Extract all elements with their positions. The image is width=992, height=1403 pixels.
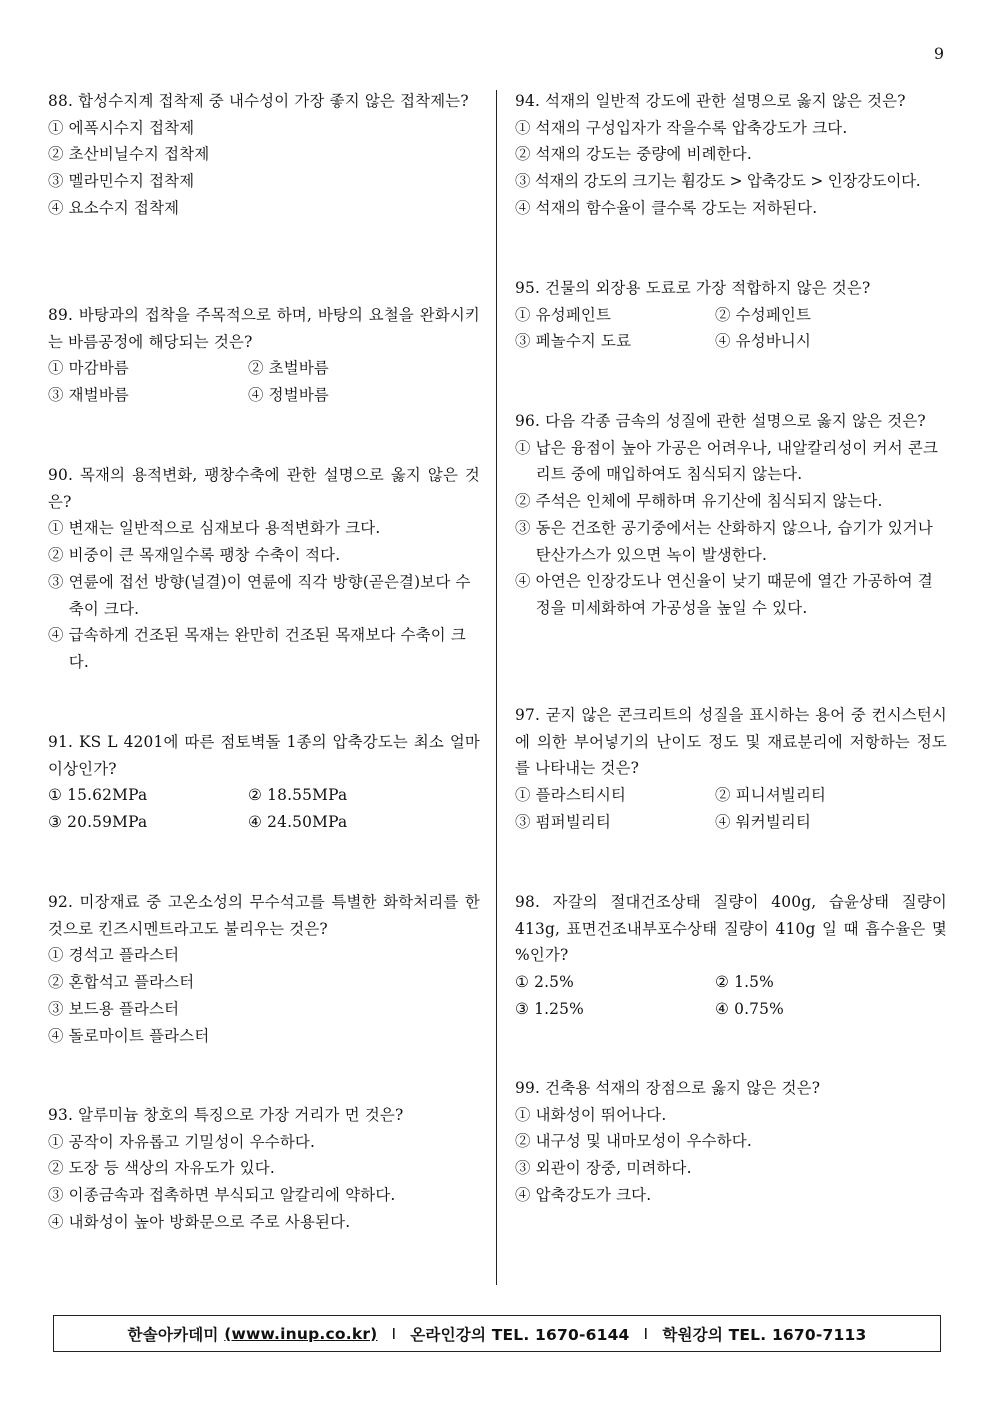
question-94: [515, 88, 947, 222]
option-row: [515, 782, 947, 809]
option-1: ① 2.5%: [515, 973, 574, 992]
option-2: ② 피니셔빌리티: [715, 786, 827, 805]
option-3: ③ 재벌바름: [48, 386, 129, 405]
question-96: [515, 408, 947, 622]
column-divider: [496, 90, 497, 1285]
option-row: [515, 328, 947, 355]
option-row: [48, 782, 480, 809]
option-2: ② 1.5%: [715, 973, 774, 992]
option-3: ③ 1.25%: [515, 999, 584, 1018]
academy-lecture-phone: 학원강의 TEL. 1670-7113: [662, 1325, 867, 1344]
option-1: ① 공작이 자유롭고 기밀성이 우수하다.: [48, 1132, 316, 1151]
question-90: [48, 462, 480, 676]
option-2: ② 비중이 큰 목재일수록 팽창 수축이 적다.: [48, 546, 341, 565]
option-4: ④ 정벌바름: [248, 386, 329, 405]
question-95: [515, 275, 947, 355]
question-99: [515, 1075, 947, 1209]
option-1: ① 경석고 플라스터: [48, 946, 180, 965]
option-2: ② 수성페인트: [715, 305, 812, 324]
option-3: ③ 연륜에 접선 방향(널결)이 연륜에 직각 방향(곧은결)보다 수축이 크다.: [48, 572, 471, 618]
option-4: ④ 24.50MPa: [248, 813, 348, 832]
option-1: ① 내화성이 뛰어나다.: [515, 1105, 667, 1124]
question-92: [48, 889, 480, 1049]
question-91: [48, 729, 480, 836]
option-2: ② 초산비닐수지 접착제: [48, 145, 210, 164]
option-3: ③ 동은 건조한 공기중에서는 산화하지 않으나, 습기가 있거나 탄산가스가 있으면 녹이 발생한다.: [515, 518, 933, 564]
option-2: ② 내구성 및 내마모성이 우수하다.: [515, 1132, 752, 1151]
footer-separator: I: [643, 1324, 649, 1343]
option-3: ③ 페놀수지 도료: [515, 332, 632, 351]
question-98: [515, 889, 947, 1023]
question-88: [48, 88, 480, 222]
page-number: 9: [933, 44, 944, 63]
option-row: [48, 809, 480, 836]
academy-name: 한솔아카데미: [127, 1325, 219, 1344]
option-row: [48, 355, 480, 382]
question-93: [48, 1102, 480, 1236]
option-1: ① 에폭시수지 접착제: [48, 118, 195, 137]
option-3: ③ 석재의 강도의 크기는 휨강도 > 압축강도 > 인장강도이다.: [515, 172, 921, 191]
option-1: ① 유성페인트: [515, 305, 612, 324]
question-stem: 88. 합성수지계 접착제 중 내수성이 가장 좋지 않은 접착제는?: [48, 92, 469, 110]
option-4: ④ 0.75%: [715, 999, 784, 1018]
option-row: [515, 996, 947, 1023]
option-1: ① 변재는 일반적으로 심재보다 용적변화가 크다.: [48, 519, 381, 538]
question-97: [515, 702, 947, 836]
option-2: ② 도장 등 색상의 자유도가 있다.: [48, 1159, 275, 1178]
option-3: ③ 펌퍼빌리티: [515, 812, 612, 831]
option-row: [48, 382, 480, 409]
option-2: ② 석재의 강도는 중량에 비례한다.: [515, 145, 752, 164]
question-stem: 92. 미장재료 중 고온소성의 무수석고를 특별한 화학처리를 한 것으로 킨즈시멘트라고도 불리우는 것은?: [48, 893, 480, 938]
question-stem: 93. 알루미늄 창호의 특징으로 가장 거리가 먼 것은?: [48, 1106, 404, 1124]
option-4: ④ 석재의 함수율이 클수록 강도는 저하된다.: [515, 198, 818, 217]
option-4: ④ 압축강도가 크다.: [515, 1185, 652, 1204]
question-stem: 99. 건축용 석재의 장점으로 옳지 않은 것은?: [515, 1079, 821, 1097]
option-4: ④ 유성바니시: [715, 332, 812, 351]
footer-banner: [53, 1315, 941, 1352]
footer-separator: I: [391, 1324, 397, 1343]
option-2: ② 주석은 인체에 무해하며 유기산에 침식되지 않는다.: [515, 492, 883, 511]
website-link[interactable]: (www.inup.co.kr): [224, 1324, 378, 1343]
option-1: ① 납은 융점이 높아 가공은 어려우나, 내알칼리성이 커서 콘크리트 중에 매입하여도 침식되지 않는다.: [515, 438, 939, 484]
question-stem: 94. 석재의 일반적 강도에 관한 설명으로 옳지 않은 것은?: [515, 92, 906, 110]
option-1: ① 15.62MPa: [48, 786, 148, 805]
option-1: ① 플라스티시티: [515, 786, 627, 805]
question-stem: 98. 자갈의 절대건조상태 질량이 400g, 습윤상태 질량이 413g, 표면건조내부포수상태 질량이 410g 일 때 흡수율은 몇 %인가?: [515, 893, 947, 965]
option-3: ③ 20.59MPa: [48, 813, 148, 832]
option-4: ④ 요소수지 접착제: [48, 198, 180, 217]
option-4: ④ 돌로마이트 플라스터: [48, 1026, 210, 1045]
option-3: ③ 보드용 플라스터: [48, 999, 180, 1018]
option-2: ② 18.55MPa: [248, 786, 348, 805]
question-stem: 97. 굳지 않은 콘크리트의 성질을 표시하는 용어 중 컨시스턴시에 의한 부어넣기의 난이도 정도 및 재료분리에 저항하는 정도를 나타내는 것은?: [515, 706, 947, 778]
question-stem: 90. 목재의 용적변화, 팽창수축에 관한 설명으로 옳지 않은 것은?: [48, 466, 480, 511]
option-3: ③ 이종금속과 접촉하면 부식되고 알칼리에 약하다.: [48, 1186, 396, 1205]
question-stem: 89. 바탕과의 접착을 주목적으로 하며, 바탕의 요철을 완화시키는 바름공정에 해당되는 것은?: [48, 306, 480, 351]
option-3: ③ 외관이 장중, 미려하다.: [515, 1159, 692, 1178]
option-1: ① 석재의 구성입자가 작을수록 압축강도가 크다.: [515, 118, 848, 137]
question-stem: 91. KS L 4201에 따른 점토벽돌 1종의 압축강도는 최소 얼마 이상인가?: [48, 733, 480, 778]
option-4: ④ 아연은 인장강도나 연신율이 낮기 때문에 열간 가공하여 결정을 미세화하여 가공성을 높일 수 있다.: [515, 572, 933, 617]
option-row: [515, 302, 947, 329]
option-row: [515, 809, 947, 836]
question-stem: 96. 다음 각종 금속의 성질에 관한 설명으로 옳지 않은 것은?: [515, 412, 926, 430]
option-4: ④ 워커빌리티: [715, 812, 812, 831]
option-2: ② 혼합석고 플라스터: [48, 973, 195, 992]
option-3: ③ 멜라민수지 접착제: [48, 172, 195, 191]
online-lecture-phone: 온라인강의 TEL. 1670-6144: [410, 1325, 630, 1344]
option-4: ④ 급속하게 건조된 목재는 완만히 건조된 목재보다 수축이 크다.: [48, 626, 466, 671]
option-4: ④ 내화성이 높아 방화문으로 주로 사용된다.: [48, 1212, 351, 1231]
question-89: [48, 302, 480, 409]
option-1: ① 마감바름: [48, 359, 129, 378]
question-stem: 95. 건물의 외장용 도료로 가장 적합하지 않은 것은?: [515, 279, 871, 297]
option-2: ② 초벌바름: [248, 359, 329, 378]
option-row: [515, 969, 947, 996]
